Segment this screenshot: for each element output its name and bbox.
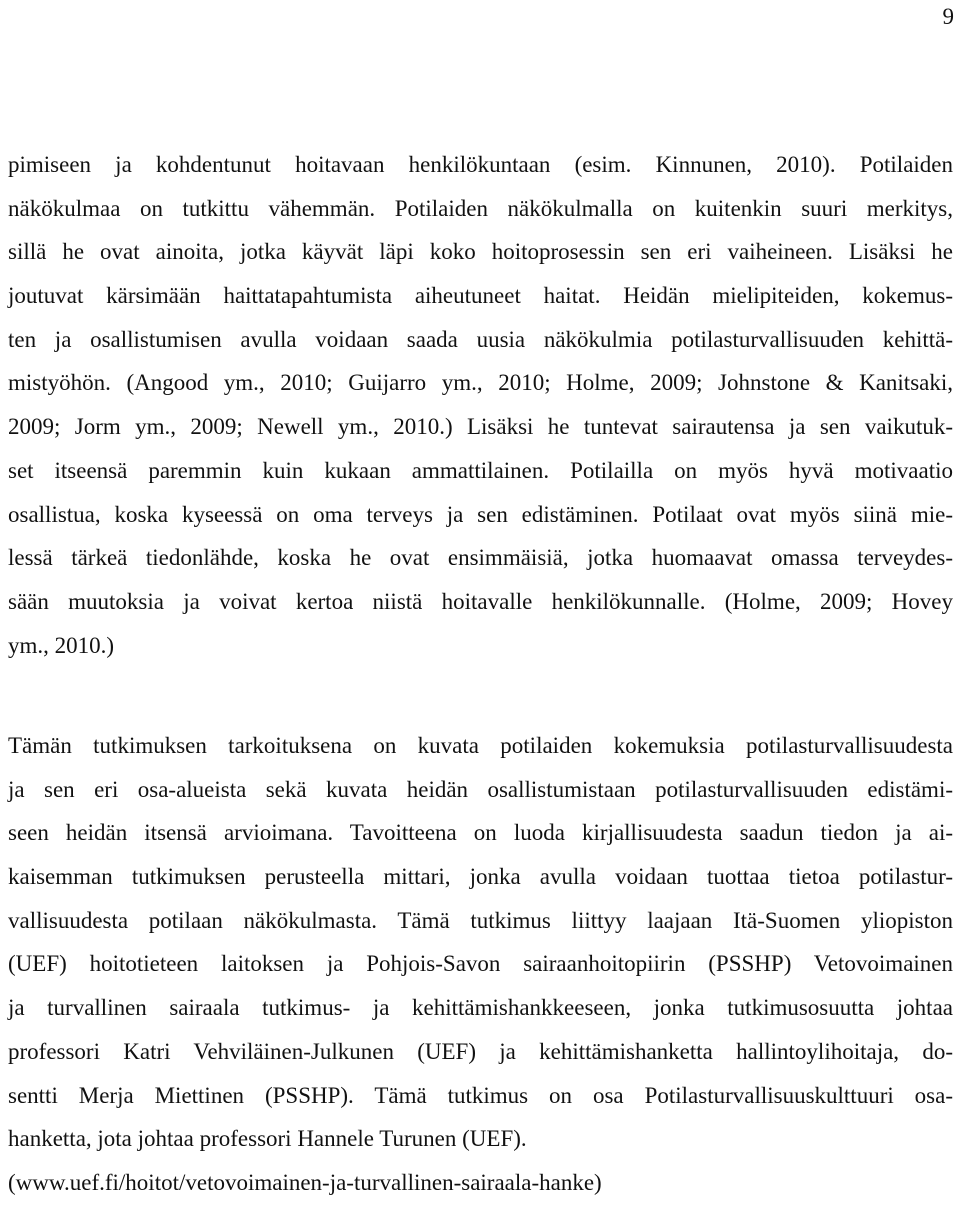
text-line: professori Katri Vehviläinen-Julkunen (UEF) ja kehittämishanketta hallintoylihoitaja, do- — [8, 1038, 953, 1064]
text-line: Tämän tutkimuksen tarkoituksena on kuvata potilaiden kokemuksia potilasturvallisuudesta — [8, 733, 953, 758]
text-line: seen heidän itsensä arvioimana. Tavoitteena on luoda kirjallisuudesta saadun tiedon ja ai- — [8, 820, 953, 846]
text-line: joutuvat kärsimään haittatapahtumista aiheutuneet haitat. Heidän mielipiteiden, kokemus- — [8, 283, 953, 309]
text-line: ja turvallinen sairaala tutkimus- ja kehittämishankkeeseen, jonka tutkimusosuutta johtaa — [8, 995, 953, 1021]
text-line: osallistua, koska kyseessä on oma terveys ja sen edistäminen. Potilaat ovat myös siinä mie- — [8, 501, 953, 527]
text-line: hanketta, jota johtaa professori Hannele Turunen (UEF). — [8, 1126, 527, 1152]
text-line: ten ja osallistumisen avulla voidaan saada uusia näkökulmia potilasturvallisuuden kehittä- — [8, 326, 953, 352]
text-line: 2009; Jorm ym., 2009; Newell ym., 2010.) Lisäksi he tuntevat sairautensa ja sen vaikutuk- — [8, 414, 953, 440]
paragraph-patient-perspective — [8, 143, 953, 667]
project-url: (www.uef.fi/hoitot/vetovoimainen-ja-turvallinen-sairaala-hanke) — [8, 1169, 602, 1195]
text-line: vallisuudesta potilaan näkökulmasta. Tämä tutkimus liittyy laajaan Itä-Suomen yliopiston — [8, 907, 953, 933]
text-line: pimiseen ja kohdentunut hoitavaan henkilökuntaan (esim. Kinnunen, 2010). Potilaiden — [8, 152, 953, 177]
text-line: lessä tärkeä tiedonlähde, koska he ovat ensimmäisiä, jotka huomaavat omassa terveydes- — [8, 545, 953, 571]
text-line: (UEF) hoitotieteen laitoksen ja Pohjois-Savon sairaanhoitopiirin (PSSHP) Vetovoimainen — [8, 951, 953, 977]
text-line: ym., 2010.) — [8, 632, 115, 658]
paragraph-study-purpose — [8, 724, 953, 1205]
page-number: 9 — [942, 4, 954, 29]
text-line: kaisemman tutkimuksen perusteella mittari, jonka avulla voidaan tuottaa tietoa potilastur- — [8, 864, 953, 890]
text-line: sään muutoksia ja voivat kertoa niistä hoitavalle henkilökunnalle. (Holme, 2009; Hovey — [8, 588, 953, 614]
text-line: sentti Merja Miettinen (PSSHP). Tämä tutkimus on osa Potilasturvallisuuskulttuuri osa- — [8, 1082, 953, 1108]
text-line: set itseensä paremmin kuin kukaan ammattilainen. Potilailla on myös hyvä motivaatio — [8, 457, 953, 483]
text-line: mistyöhön. (Angood ym., 2010; Guijarro ym., 2010; Holme, 2009; Johnstone & Kanitsaki, — [8, 370, 953, 396]
text-line: näkökulmaa on tutkittu vähemmän. Potilaiden näkökulmalla on kuitenkin suuri merkitys, — [8, 195, 953, 221]
text-line: sillä he ovat ainoita, jotka käyvät läpi koko hoitoprosessin sen eri vaiheineen. Lisäksi he — [8, 239, 953, 265]
text-line: ja sen eri osa-alueista sekä kuvata heidän osallistumistaan potilasturvallisuuden edistämi- — [8, 776, 953, 802]
